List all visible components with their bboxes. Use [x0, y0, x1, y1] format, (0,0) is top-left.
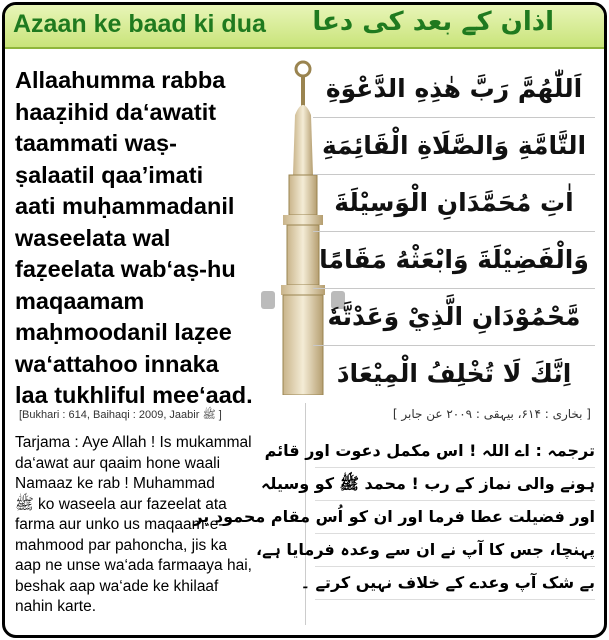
- translit-line: maḥmoodanil laẓee: [15, 319, 232, 345]
- tarjama-line: ﷺ ko waseela aur fazeelat ata: [15, 495, 227, 513]
- urdu-line: بے شک آپ وعدے کے خلاف نہیں کرتے ۔: [315, 567, 595, 600]
- translit-line: wa‘attahoo innaka: [15, 350, 219, 377]
- tarjama-line: mahmood par pahoncha, jis ka: [15, 536, 227, 554]
- reference-urdu: [ بخاری : ۶۱۴، بیہقی : ۲۰۰۹ عن جابر ]: [392, 407, 591, 421]
- translit-line: laa tukhliful mee‘aad.: [15, 382, 253, 408]
- translit-line: aati muḥammadanil: [15, 193, 235, 219]
- header-bar: [5, 5, 604, 49]
- arabic-line: اٰتِ مُحَمَّدَانِ الْوَسِيْلَةَ: [313, 175, 595, 232]
- title-urdu: اذان کے بعد کی دعا: [312, 7, 554, 37]
- urdu-line: اور فضیلت عطا فرما اور ان کو اُس مقام محمود پر: [315, 501, 595, 534]
- translit-line: taammati waṣ-: [15, 130, 177, 156]
- translation-urdu: [193, 435, 595, 600]
- translit-line: Allaahumma rabba: [15, 67, 226, 93]
- arabic-line: مَّحْمُوْدَانِ الَّذِيْ وَعَدْتَّهٗ: [313, 289, 595, 346]
- arabic-line: وَالْفَضِيْلَةَ وَابْعَثْهُ مَقَامًا: [313, 232, 595, 289]
- transliteration-block: [15, 65, 285, 412]
- arabic-line: التَّامَّةِ وَالصَّلَاةِ الْقَائِمَةِ: [313, 118, 595, 175]
- reference-english: [Bukhari : 614, Baihaqi : 2009, Jaabir ﷺ ]: [19, 409, 222, 421]
- arabic-line: اِنَّكَ لَا تُخْلِفُ الْمِيْعَادَ: [336, 359, 572, 388]
- dua-card: [2, 2, 607, 638]
- translit-line: faẓeelata wab‘aṣ-hu: [15, 256, 236, 282]
- urdu-line: پہنچا، جس کا آپ نے ان سے وعدہ فرمایا ہے،: [315, 534, 595, 567]
- tarjama-line: farma aur unko us maqaam-e-: [15, 516, 224, 533]
- translit-line: waseelata wal: [15, 224, 171, 251]
- title-english: Azaan ke baad ki dua: [13, 10, 266, 38]
- urdu-line: ہونے والی نماز کے رب ! محمد ﷺ کو وسیلہ: [315, 468, 595, 501]
- tarjama-line: da‘awat aur qaaim hone waali: [15, 454, 221, 472]
- tarjama-line: aap ne unse wa‘ada farmaaya hai,: [15, 557, 252, 574]
- translit-line: haaẓihid da‘awatit: [15, 98, 217, 125]
- tarjama-line: nahin karte.: [15, 598, 96, 615]
- urdu-line: ترجمہ : اے اللہ ! اس مکمل دعوت اور قائم: [315, 435, 595, 468]
- translit-line: ṣalaatil qaa’imati: [15, 161, 204, 188]
- tarjama-line: beshak aap wa‘ade ke khilaaf: [15, 577, 219, 595]
- tarjama-line: Namaaz ke rab ! Muhammad: [15, 475, 215, 492]
- translit-line: maqaamam: [15, 287, 145, 314]
- tarjama-line: Tarjama : Aye Allah ! Is mukammal: [15, 434, 252, 451]
- arabic-line: اَللّٰهُمَّ رَبَّ هٰذِهِ الدَّعْوَةِ: [313, 61, 595, 118]
- arabic-text-block: [313, 61, 595, 399]
